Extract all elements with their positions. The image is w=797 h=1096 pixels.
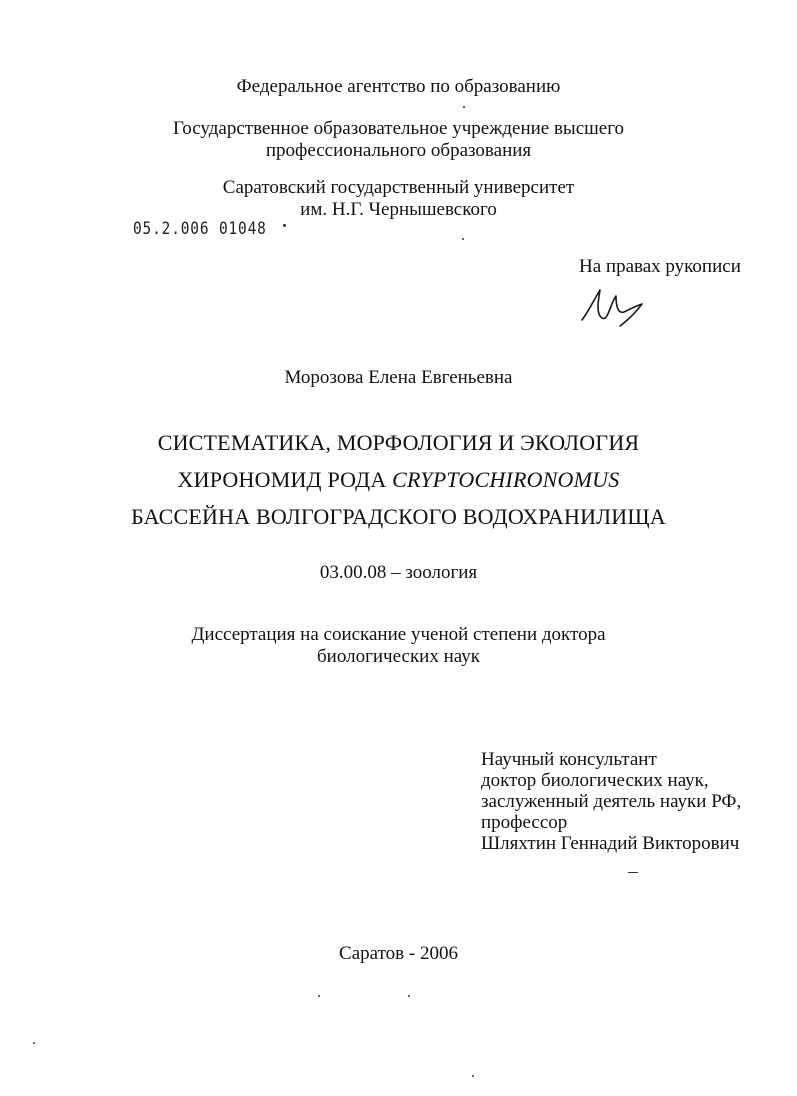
university-line-1: Саратовский государственный университет: [222, 177, 575, 198]
title-line-1: СИСТЕМАТИКА, МОРФОЛОГИЯ И ЭКОЛОГИЯ: [157, 430, 640, 455]
consultant-degree: доктор биологических наук,: [481, 770, 709, 791]
manuscript-note: На правах рукописи: [579, 256, 741, 277]
specialty-code: 03.00.08 – зоология: [319, 562, 478, 583]
title-line-3: БАССЕЙНА ВОЛГОГРАДСКОГО ВОДОХРАНИЛИЩА: [131, 504, 666, 529]
consultant-rank: профессор: [481, 812, 568, 833]
university-line-2: им. Н.Г. Чернышевского: [300, 199, 497, 220]
institution-line-1: Государственное образовательное учреждение высшего: [172, 118, 625, 139]
consultant-role: Научный консультант: [481, 749, 657, 770]
scan-speck: [472, 1075, 474, 1077]
consultant-name: Шляхтин Геннадий Викторович: [481, 833, 740, 854]
agency-name: Федеральное агентство по образованию: [236, 76, 561, 97]
institution-line-2: профессионального образования: [265, 140, 532, 161]
degree-line-2: биологических наук: [317, 646, 480, 667]
title-line-2-prefix: ХИРОНОМИД РОДА: [177, 467, 393, 492]
city-year: Саратов - 2006: [339, 943, 458, 964]
archive-stamp-code: 05.2.006 01048: [133, 219, 267, 239]
scan-speck: [463, 106, 465, 108]
scan-mark: [628, 872, 638, 873]
consultant-honorary-title: заслуженный деятель науки РФ,: [481, 791, 742, 812]
degree-line-1: Диссертация на соискание ученой степени доктора: [191, 624, 606, 645]
author-name: Морозова Елена Евгеньевна: [284, 367, 513, 388]
scan-speck: [318, 995, 320, 997]
title-line-2: [0, 469, 797, 491]
scan-speck: [462, 238, 464, 240]
title-genus: CRYPTOCHIRONOMUS: [392, 467, 620, 492]
signature-icon: [578, 282, 648, 330]
scan-speck: [33, 1042, 35, 1044]
scan-speck: [408, 995, 410, 997]
stamp-mark: [283, 224, 286, 227]
